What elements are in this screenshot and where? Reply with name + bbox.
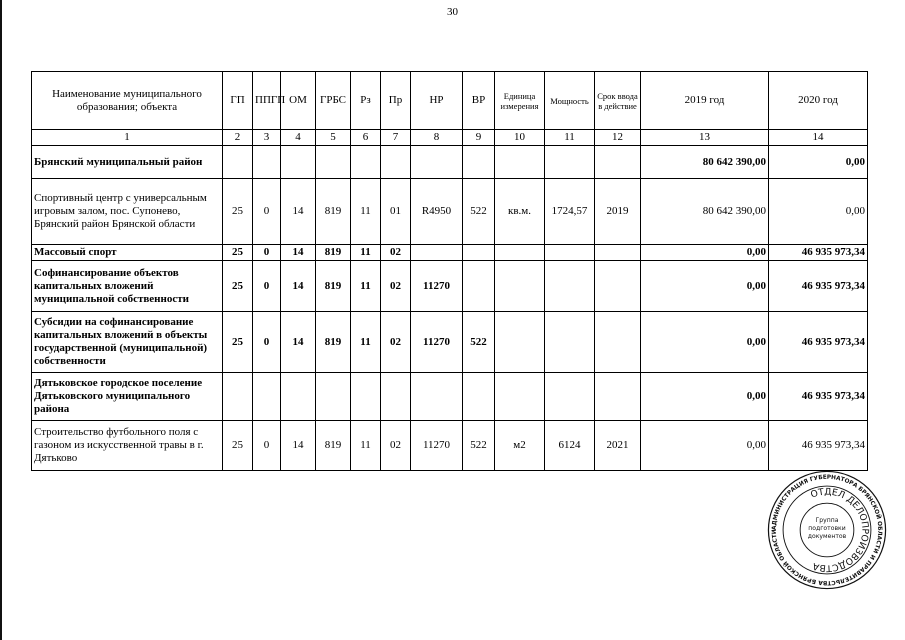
- row-name: Софинансирование объектов капитальных вложений муниципальной собственности: [32, 261, 223, 312]
- table-cell: 02: [381, 421, 411, 471]
- table-cell: 14: [281, 312, 316, 373]
- table-cell: [595, 312, 641, 373]
- amount-2020: 0,00: [769, 146, 868, 179]
- table-cell: [381, 146, 411, 179]
- header-cell: ППГП: [253, 72, 281, 130]
- table-cell: 0: [253, 179, 281, 245]
- header-row: [32, 72, 868, 130]
- amount-2019: 0,00: [641, 245, 769, 261]
- table-cell: [495, 245, 545, 261]
- table-cell: 02: [381, 261, 411, 312]
- table-cell: 0: [253, 245, 281, 261]
- column-number-row: [32, 130, 868, 146]
- stamp-ring-text: ОТДЕЛ ДЕЛОПРОИЗВОДСТВА: [809, 487, 870, 573]
- table-cell: [545, 146, 595, 179]
- table-cell: 14: [281, 421, 316, 471]
- amount-2019: 0,00: [641, 373, 769, 421]
- amount-2020: 46 935 973,34: [769, 245, 868, 261]
- column-number: 13: [641, 130, 769, 146]
- table-row-mass-sport: [32, 245, 868, 261]
- column-number: 11: [545, 130, 595, 146]
- header-cell: Мощность: [545, 72, 595, 130]
- column-number: 1: [32, 130, 223, 146]
- table-cell: 11270: [411, 312, 463, 373]
- table-cell: [411, 373, 463, 421]
- column-number: 7: [381, 130, 411, 146]
- table-cell: [545, 312, 595, 373]
- table-cell: [411, 146, 463, 179]
- table-cell: 6124: [545, 421, 595, 471]
- row-name: Массовый спорт: [32, 245, 223, 261]
- table-cell: 522: [463, 312, 495, 373]
- amount-2019: 0,00: [641, 261, 769, 312]
- table-cell: [595, 261, 641, 312]
- column-number: 8: [411, 130, 463, 146]
- table-cell: [463, 261, 495, 312]
- stamp-outer-text: АДМИНИСТРАЦИЯ ГУБЕРНАТОРА БРЯНСКОЙ ОБЛАСТИ И ПРАВИТЕЛЬСТВА БРЯНСКОЙ ОБЛАСТИ: [771, 474, 883, 586]
- table-cell: 25: [223, 261, 253, 312]
- table-cell: 522: [463, 179, 495, 245]
- column-number: 10: [495, 130, 545, 146]
- table-cell: 11: [351, 312, 381, 373]
- table-cell: [223, 146, 253, 179]
- header-cell: НР: [411, 72, 463, 130]
- header-cell: 2020 год: [769, 72, 868, 130]
- amount-2020: 46 935 973,34: [769, 373, 868, 421]
- table-cell: 2019: [595, 179, 641, 245]
- header-cell: ГП: [223, 72, 253, 130]
- table-cell: [595, 245, 641, 261]
- table-cell: 819: [316, 179, 351, 245]
- table-cell: 14: [281, 179, 316, 245]
- amount-2019: 0,00: [641, 312, 769, 373]
- table-cell: м2: [495, 421, 545, 471]
- table-row-sports-center: [32, 179, 868, 245]
- row-name: Субсидии на софинансирование капитальных вложений в объекты государственной (муниципальной) собственности: [32, 312, 223, 373]
- table-cell: 14: [281, 245, 316, 261]
- column-number: 2: [223, 130, 253, 146]
- table-cell: 819: [316, 312, 351, 373]
- amount-2020: 46 935 973,34: [769, 261, 868, 312]
- table-cell: кв.м.: [495, 179, 545, 245]
- header-cell: ГРБС: [316, 72, 351, 130]
- table-cell: [495, 373, 545, 421]
- amount-2020: 46 935 973,34: [769, 312, 868, 373]
- table-row-football-field: [32, 421, 868, 471]
- table-cell: [253, 146, 281, 179]
- table-cell: [223, 373, 253, 421]
- table-cell: [545, 245, 595, 261]
- table-cell: [316, 373, 351, 421]
- table-cell: 11: [351, 421, 381, 471]
- table-cell: [495, 261, 545, 312]
- column-number: 6: [351, 130, 381, 146]
- amount-2019: 0,00: [641, 421, 769, 471]
- table-cell: 0: [253, 312, 281, 373]
- table-cell: 819: [316, 421, 351, 471]
- table-row-district: [32, 146, 868, 179]
- row-name: Спортивный центр с универсальным игровым залом, пос. Супонево, Брянский район Брянской области: [32, 179, 223, 245]
- table-cell: [595, 373, 641, 421]
- office-stamp: [766, 469, 888, 591]
- table-cell: 0: [253, 261, 281, 312]
- table-row-subsidies: [32, 312, 868, 373]
- column-number: 5: [316, 130, 351, 146]
- table-cell: 819: [316, 261, 351, 312]
- header-cell: Единица измерения: [495, 72, 545, 130]
- amount-2019: 80 642 390,00: [641, 179, 769, 245]
- table-row-cofinancing: [32, 261, 868, 312]
- table-cell: [316, 146, 351, 179]
- table-cell: 01: [381, 179, 411, 245]
- header-cell: ОМ: [281, 72, 316, 130]
- table-cell: [411, 245, 463, 261]
- table-cell: [281, 146, 316, 179]
- table-cell: R4950: [411, 179, 463, 245]
- table-cell: [545, 373, 595, 421]
- table-row-settlement: [32, 373, 868, 421]
- table-cell: 02: [381, 245, 411, 261]
- table-cell: 25: [223, 312, 253, 373]
- table-cell: 25: [223, 179, 253, 245]
- scan-edge-line: [0, 0, 2, 640]
- table-cell: [351, 146, 381, 179]
- table-cell: [463, 245, 495, 261]
- stamp-center-text: Группа подготовки документов: [807, 517, 847, 540]
- column-number: 9: [463, 130, 495, 146]
- amount-2020: 46 935 973,34: [769, 421, 868, 471]
- amount-2020: 0,00: [769, 179, 868, 245]
- table-cell: [595, 146, 641, 179]
- row-name: Строительство футбольного поля с газоном из искусственной травы в г. Дятьково: [32, 421, 223, 471]
- header-cell: Срок ввода в действие: [595, 72, 641, 130]
- table-cell: 14: [281, 261, 316, 312]
- table-cell: 11: [351, 261, 381, 312]
- table-cell: 819: [316, 245, 351, 261]
- table-cell: 11: [351, 179, 381, 245]
- column-number: 12: [595, 130, 641, 146]
- table-cell: [495, 312, 545, 373]
- table-cell: 25: [223, 421, 253, 471]
- table-cell: [351, 373, 381, 421]
- header-cell: 2019 год: [641, 72, 769, 130]
- column-number: 14: [769, 130, 868, 146]
- table-cell: 0: [253, 421, 281, 471]
- table-cell: [253, 373, 281, 421]
- header-cell: ВР: [463, 72, 495, 130]
- budget-table: [31, 71, 868, 471]
- table-cell: 522: [463, 421, 495, 471]
- table-cell: [463, 373, 495, 421]
- column-number: 4: [281, 130, 316, 146]
- row-name: Брянский муниципальный район: [32, 146, 223, 179]
- table-cell: 11270: [411, 421, 463, 471]
- header-cell: Наименование муниципального образования; объекта: [32, 72, 223, 130]
- header-cell: Пр: [381, 72, 411, 130]
- table-cell: 11: [351, 245, 381, 261]
- column-number: 3: [253, 130, 281, 146]
- table-cell: 25: [223, 245, 253, 261]
- amount-2019: 80 642 390,00: [641, 146, 769, 179]
- table-cell: 11270: [411, 261, 463, 312]
- table-cell: [281, 373, 316, 421]
- table-cell: 02: [381, 312, 411, 373]
- table-cell: [463, 146, 495, 179]
- row-name: Дятьковское городское поселение Дятьковского муниципального района: [32, 373, 223, 421]
- table-cell: [495, 146, 545, 179]
- table-cell: 1724,57: [545, 179, 595, 245]
- header-cell: Рз: [351, 72, 381, 130]
- page-number: 30: [447, 6, 458, 18]
- table-cell: [381, 373, 411, 421]
- table-cell: 2021: [595, 421, 641, 471]
- table-cell: [545, 261, 595, 312]
